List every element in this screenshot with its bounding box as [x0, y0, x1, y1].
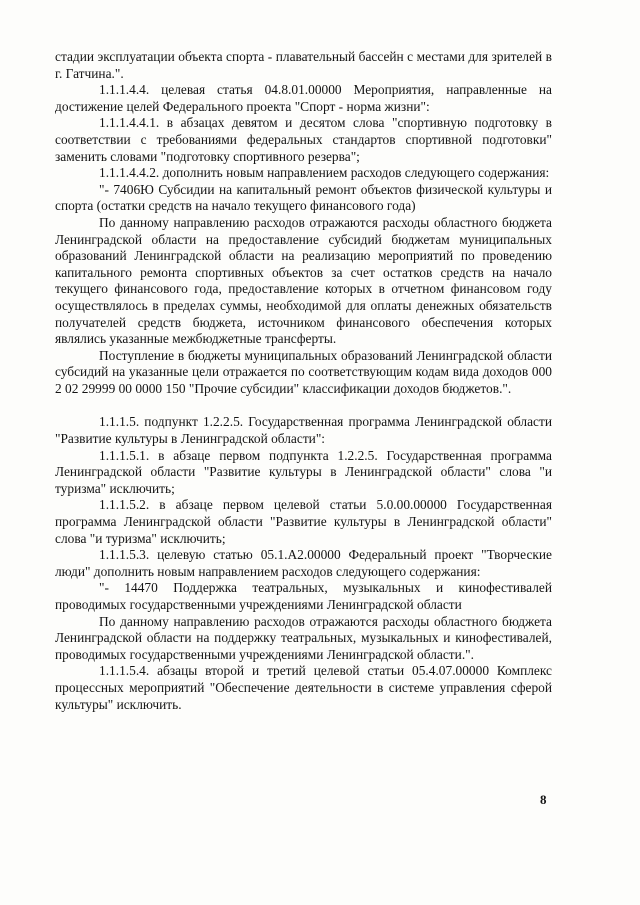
paragraph-item-1-1-1-5-4: 1.1.1.5.4. абзацы второй и третий целевой статьи 05.4.07.00000 Комплекс процессных мероприятий "Обеспечение деятельности в системе управления сферой культуры" исключить. — [55, 663, 552, 712]
paragraph-item-1-1-1-4-4-2: 1.1.1.4.4.2. дополнить новым направлением расходов следующего содержания: — [99, 165, 550, 181]
paragraph-item-1-1-1-5-1: 1.1.1.5.1. в абзаце первом подпункта 1.2.2.5. Государственная программа Ленинградской области "Развитие культуры в Ленинградской области" слова "и туризма" исключить; — [55, 447, 552, 496]
paragraph-expense-7406: "- 7406Ю Субсидии на капитальный ремонт объектов физической культуры и спорта (остатки средств на начало текущего финансового года) — [55, 181, 552, 214]
paragraph-item-1-1-1-5-2: 1.1.1.5.2. в абзаце первом целевой статьи 5.0.00.00000 Государственная программа Ленинградской области "Развитие культуры в Ленинградской области" слова "и туризма" исключить; — [55, 497, 552, 546]
paragraph-expense-14470: "- 14470 Поддержка театральных, музыкальных и кинофестивалей проводимых государственными учреждениями Ленинградской области — [55, 580, 552, 612]
paragraph-item-1-1-1-5: 1.1.1.5. подпункт 1.2.2.5. Государственная программа Ленинградской области "Развитие культуры в Ленинградской области": — [55, 414, 552, 447]
paragraph-income-codes: Поступление в бюджеты муниципальных образований Ленинградской области субсидий на указанные цели отражается по соответствующим кодам вида доходов 000 2 02 29999 00 0000 150 "Прочие субсидии" классификации доходов бюджетов.". — [55, 347, 552, 396]
page-number: 8 — [540, 792, 547, 807]
paragraph-item-1-1-1-4-4-1: 1.1.1.4.4.1. в абзацах девятом и десятом слова "спортивную подготовку в соответствии с требованиями федеральных стандартов спортивной подготовки" заменить словами "подготовку спортивного резерва"; — [55, 115, 552, 164]
paragraph-item-1-1-1-4-4: 1.1.1.4.4. целевая статья 04.8.01.00000 Мероприятия, направленные на достижение целей Федерального проекта "Спорт - норма жизни": — [55, 82, 552, 114]
paragraph-expense-description: По данному направлению расходов отражаются расходы областного бюджета Ленинградской области на предоставление субсидий бюджетам муниципальных образований Ленинградской области на реализацию мероприятий по проведению капитального ремонта спортивных объектов за счет остатков средств на начало текущего финансового года, предоставление которых в отчетном финансовом году осуществлялось в пределах суммы, необходимой для оплаты денежных обязательств получателей средств бюджета, источником финансового обеспечения которых являлись указанные межбюджетные трансферты. — [55, 214, 552, 347]
paragraph-continuation: стадии эксплуатации объекта спорта - плавательный бассейн с местами для зрителей в г. Гатчина.". — [55, 49, 552, 81]
paragraph-item-1-1-1-5-3: 1.1.1.5.3. целевую статью 05.1.А2.00000 Федеральный проект "Творческие люди" дополнить новым направлением расходов следующего содержания: — [55, 547, 552, 579]
section-gap — [55, 397, 552, 414]
document-body — [55, 49, 552, 713]
paragraph-festival-description: По данному направлению расходов отражаются расходы областного бюджета Ленинградской области на поддержку театральных, музыкальных и кинофестивалей, проводимых государственными учреждениями Ленинградской области.". — [55, 613, 552, 662]
